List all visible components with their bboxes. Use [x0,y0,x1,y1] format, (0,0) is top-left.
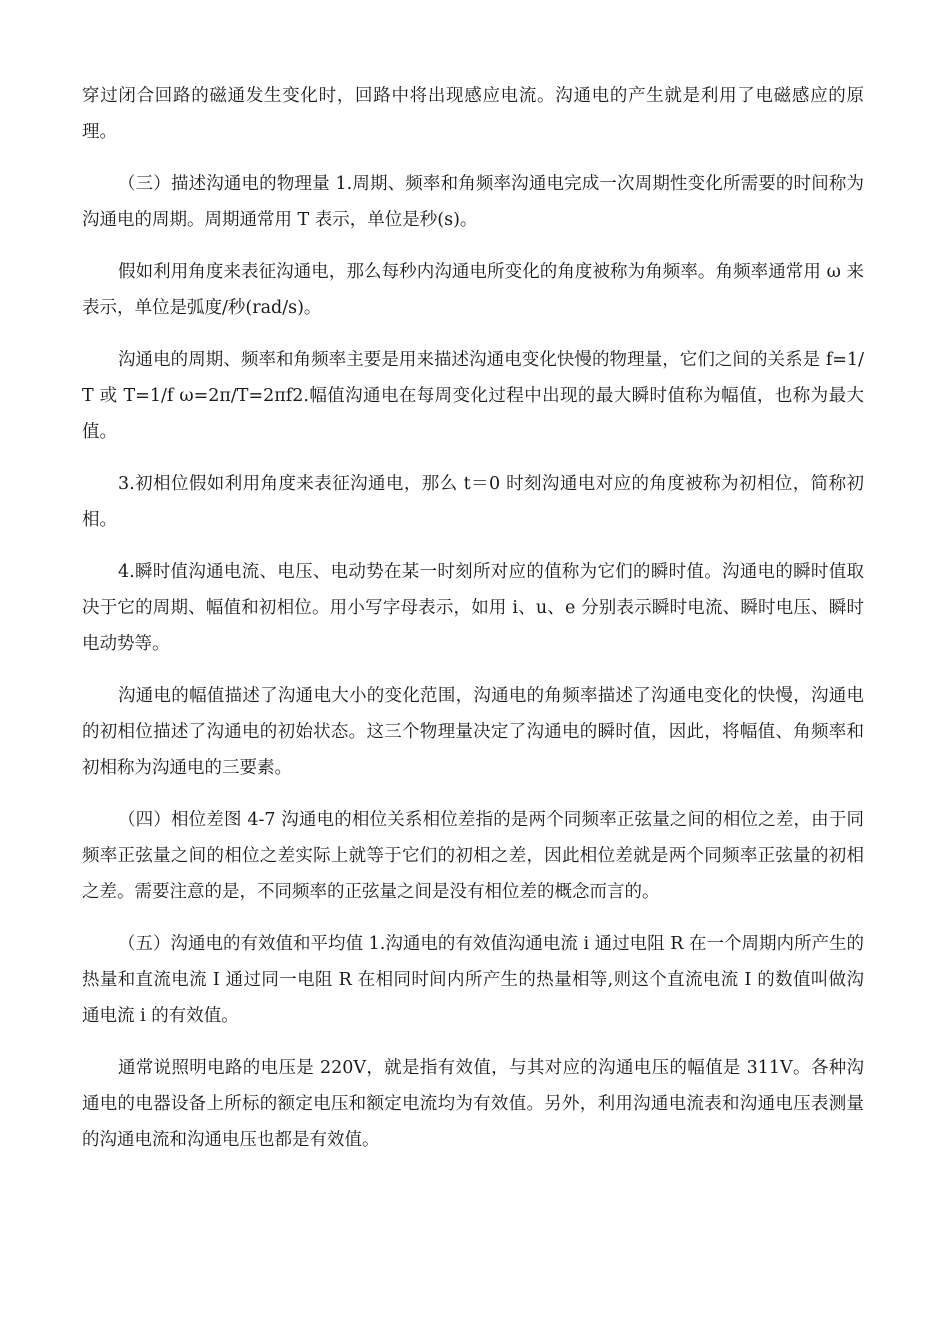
paragraph-three-elements: 沟通电的幅值描述了沟通电大小的变化范围，沟通电的角频率描述了沟通电变化的快慢，沟通电的初相位描述了沟通电的初始状态。这三个物理量决定了沟通电的瞬时值，因此，将幅值、角频率和初相称为沟通电的三要素。 [82,686,864,778]
paragraph-initial-phase: 3.初相位假如利用角度来表征沟通电，那么 t＝0 时刻沟通电对应的角度被称为初相位，简称初相。 [82,474,864,530]
paragraph-continuation: 穿过闭合回路的磁通发生变化时，回路中将出现感应电流。沟通电的产生就是利用了电磁感应的原理。 [82,86,864,142]
paragraph-angular-frequency: 假如利用角度来表征沟通电，那么每秒内沟通电所变化的角度被称为角频率。角频率通常用 ω 来表示，单位是弧度/秒(rad/s)。 [82,262,864,318]
paragraph-phase-difference: （四）相位差图 4-7 沟通电的相位关系相位差指的是两个同频率正弦量之间的相位之差，由于同频率正弦量之间的相位之差实际上就等于它们的初相之差，因此相位差就是两个同频率正弦量的初相之差。需要注意的是，不同频率的正弦量之间是没有相位差的概念而言的。 [82,810,864,902]
document-body [82,78,864,1174]
paragraph-physical-quantities: （三）描述沟通电的物理量 1.周期、频率和角频率沟通电完成一次周期性变化所需要的时间称为沟通电的周期。周期通常用 T 表示，单位是秒(s)。 [82,174,864,230]
paragraph-instantaneous-value: 4.瞬时值沟通电流、电压、电动势在某一时刻所对应的值称为它们的瞬时值。沟通电的瞬时值取决于它的周期、幅值和初相位。用小写字母表示，如用 i、u、e 分别表示瞬时电流、瞬时电压、瞬时电动势等。 [82,562,864,654]
paragraph-relations-amplitude: 沟通电的周期、频率和角频率主要是用来描述沟通电变化快慢的物理量，它们之间的关系是 f=1/T 或 T=1/f ω=2π/T=2πf2.幅值沟通电在每周变化过程中出现的最大瞬时值称为幅值，也称为最大值。 [82,350,864,442]
paragraph-effective-value: （五）沟通电的有效值和平均值 1.沟通电的有效值沟通电流 i 通过电阻 R 在一个周期内所产生的热量和直流电流 I 通过同一电阻 R 在相同时间内所产生的热量相等,则这个直流电流 I 的数值叫做沟通电流 i 的有效值。 [82,934,864,1026]
paragraph-lighting-voltage: 通常说照明电路的电压是 220V，就是指有效值，与其对应的沟通电压的幅值是 311V。各种沟通电的电器设备上所标的额定电压和额定电流均为有效值。另外，利用沟通电流表和沟通电压表测量的沟通电流和沟通电压也都是有效值。 [82,1058,864,1150]
